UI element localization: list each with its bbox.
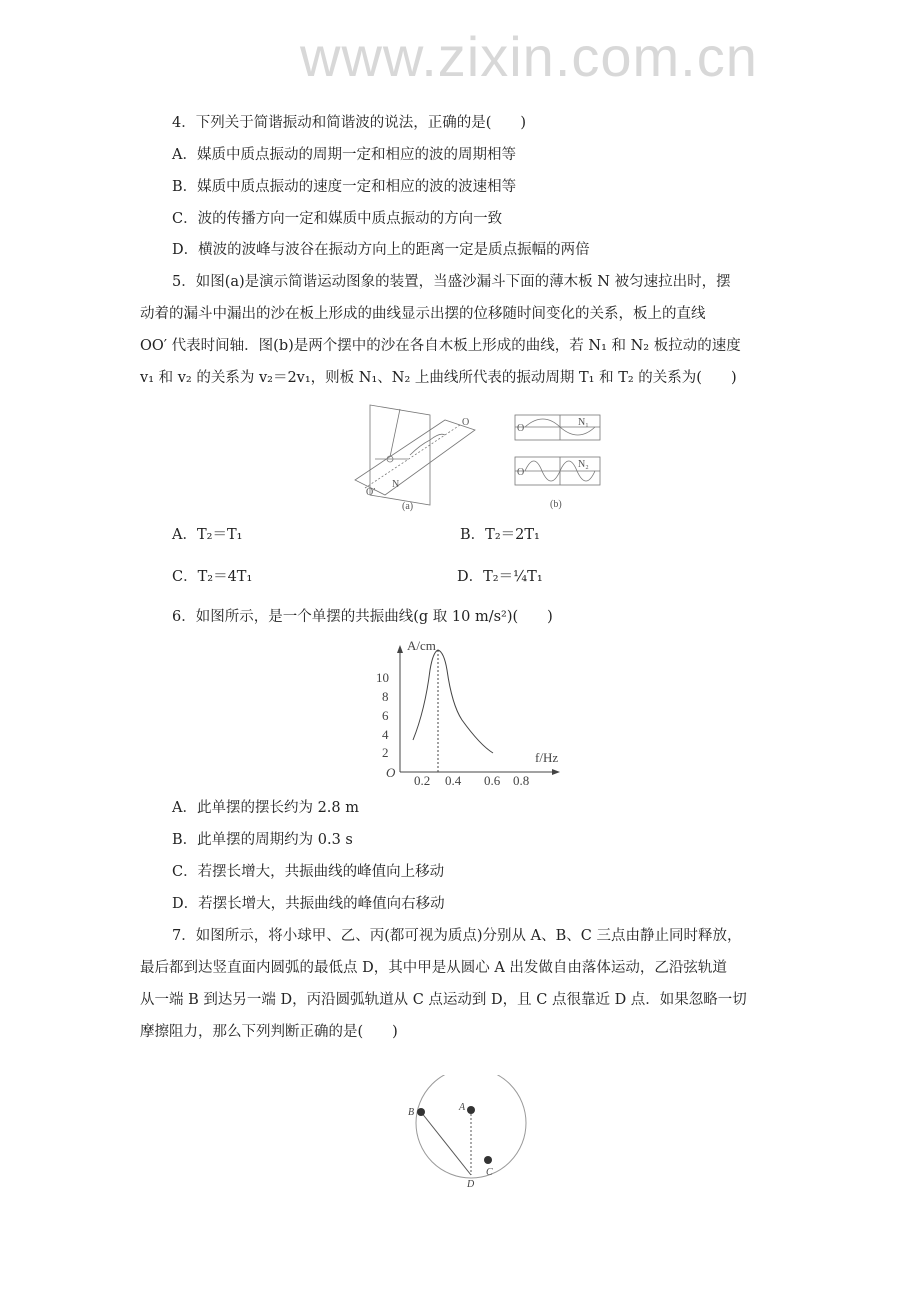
watermark: www.zixin.com.cn [300, 25, 758, 88]
ball-c [484, 1156, 492, 1164]
label-n1: N₁ [578, 417, 589, 428]
label-n: N [392, 479, 400, 490]
chord-bd [421, 1112, 471, 1175]
time-axis [365, 425, 460, 488]
q6-stem: 6．如图所示，是一个单摆的共振曲线(g 取 10 m/s²)( ) [172, 609, 553, 625]
x-tick: 0.4 [445, 773, 462, 785]
q4-option-a: A．媒质中质点振动的周期一定和相应的波的周期相等 [172, 147, 516, 163]
q7-line: 7．如图所示，将小球甲、乙、丙(都可视为质点)分别从 A、B、C 三点由静止同时释放， [172, 928, 742, 944]
label-a: (a) [402, 501, 414, 512]
label-o: O [517, 467, 525, 478]
x-label: f/Hz [535, 750, 559, 765]
q7-line: 从一端 B 到达另一端 D，丙沿圆弧轨道从 C 点运动到 D，且 C 点很靠近 D 点．如果忽略一切 [140, 992, 747, 1008]
q7-line: 最后都到达竖直面内圆弧的最低点 D，其中甲是从圆心 A 出发做自由落体运动，乙沿弦轨道 [140, 960, 727, 976]
ball-a [467, 1106, 475, 1114]
q5-line: 动着的漏斗中漏出的沙在板上形成的曲线显示出摆的位移随时间变化的关系，板上的直线 [140, 306, 706, 322]
resonance-curve [413, 650, 493, 753]
q5-option-b: B．T₂＝2T₁ [460, 527, 540, 543]
board-n [355, 420, 475, 495]
pendulum-string [390, 409, 400, 457]
label-o: O [462, 417, 470, 428]
q5-line: 5．如图(a)是演示简谐运动图象的装置，当盛沙漏斗下面的薄木板 N 被匀速拉出时，摆 [172, 274, 731, 290]
x-tick: 0.6 [484, 773, 501, 785]
x-tick: 0.8 [513, 773, 530, 785]
y-axis-arrow [397, 645, 403, 653]
label-o: O [517, 423, 525, 434]
q5-option-c: C．T₂＝4T₁ [172, 569, 253, 585]
sand-curve [410, 434, 445, 455]
q5-line: v₁ 和 v₂ 的关系为 v₂＝2v₁，则板 N₁、N₂ 上曲线所代表的振动周期 T₁ 和 T₂ 的关系为( ) [140, 370, 737, 386]
label-d: D [467, 1179, 475, 1190]
resonance-chart [350, 640, 580, 785]
label-o-prime: O′ [366, 487, 376, 498]
y-tick: 6 [382, 708, 389, 723]
q7-figure [395, 1075, 545, 1190]
label-b: B [408, 1107, 415, 1118]
pendulum-stand [370, 405, 430, 505]
y-tick: 2 [382, 745, 389, 760]
q5-option-d: D．T₂＝¼T₁ [457, 569, 543, 585]
q6-option-a: A．此单摆的摆长约为 2.8 m [172, 800, 359, 816]
label-n2: N₂ [578, 459, 589, 470]
q6-option-b: B．此单摆的周期约为 0.3 s [172, 832, 353, 848]
q4-option-d: D．横波的波峰与波谷在振动方向上的距离一定是质点振幅的两倍 [172, 242, 590, 258]
q6-option-c: C．若摆长增大，共振曲线的峰值向上移动 [172, 864, 445, 880]
x-axis-arrow [552, 769, 560, 775]
q4-stem: 4．下列关于简谐振动和简谐波的说法，正确的是( ) [172, 115, 527, 131]
q4-option-b: B．媒质中质点振动的速度一定和相应的波的波速相等 [172, 179, 517, 195]
label-b: (b) [550, 499, 562, 510]
q6-option-d: D．若摆长增大，共振曲线的峰值向右移动 [172, 896, 445, 912]
x-tick: 0.2 [414, 773, 431, 785]
q5-figure [350, 395, 610, 515]
y-tick: 8 [382, 689, 389, 704]
ball-b [417, 1108, 425, 1116]
origin-label: O [386, 765, 396, 780]
q5-line: OO′ 代表时间轴．图(b)是两个摆中的沙在各自木板上形成的曲线，若 N₁ 和 N₂ 板拉动的速度 [140, 338, 741, 354]
q4-option-c: C．波的传播方向一定和媒质中质点振动的方向一致 [172, 211, 503, 227]
y-tick: 4 [382, 727, 389, 742]
label-a: A [459, 1102, 466, 1113]
y-tick: 10 [376, 670, 389, 685]
y-label: A/cm [407, 640, 436, 653]
q5-option-a: A．T₂＝T₁ [172, 527, 243, 543]
q7-line: 摩擦阻力，那么下列判断正确的是( ) [140, 1024, 398, 1040]
label-c: C [486, 1167, 493, 1178]
